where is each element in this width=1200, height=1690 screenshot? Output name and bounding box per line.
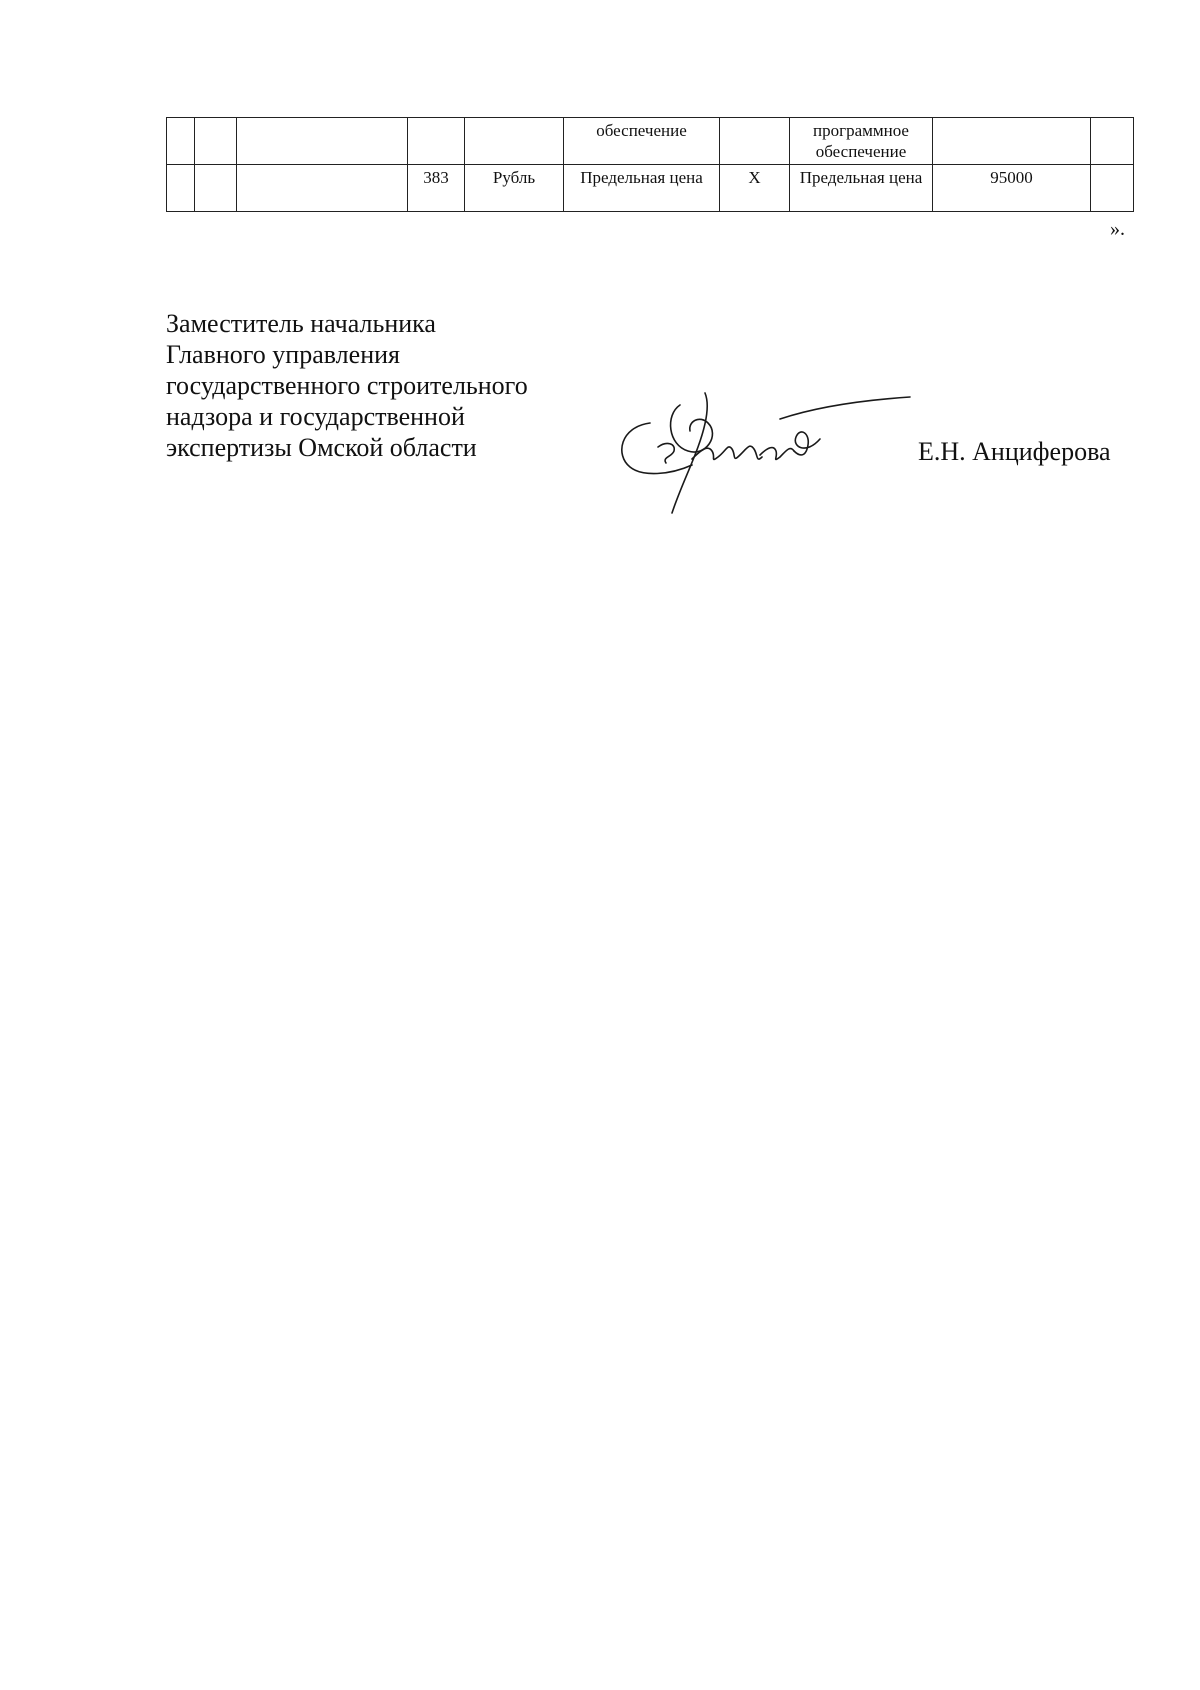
table-cell	[720, 118, 790, 165]
signatory-title-line: экспертизы Омской области	[166, 433, 477, 462]
closing-quote-mark: ».	[1110, 218, 1125, 240]
table-cell	[1091, 165, 1134, 212]
signatory-title-line: государственного строительного	[166, 371, 528, 400]
table-cell: обеспечение	[564, 118, 720, 165]
table-cell: 383	[408, 165, 465, 212]
table-cell: 95000	[933, 165, 1091, 212]
table-cell	[408, 118, 465, 165]
table-cell	[465, 118, 564, 165]
signatory-title-line: надзора и государственной	[166, 402, 465, 431]
data-table	[166, 117, 1134, 212]
table-cell	[237, 118, 408, 165]
table-cell	[237, 165, 408, 212]
table-cell: Предельная цена	[790, 165, 933, 212]
table-cell	[195, 165, 237, 212]
table-cell	[167, 118, 195, 165]
table-cell: Рубль	[465, 165, 564, 212]
handwritten-signature	[610, 385, 940, 520]
table-cell	[195, 118, 237, 165]
signatory-title-line: Главного управления	[166, 340, 400, 369]
table-cell	[167, 165, 195, 212]
table-cell: программное обеспечение	[790, 118, 933, 165]
table-cell: Предельная цена	[564, 165, 720, 212]
table-cell	[933, 118, 1091, 165]
table-row	[167, 165, 1134, 212]
signatory-block	[166, 308, 528, 463]
table-cell	[1091, 118, 1134, 165]
table-cell: Х	[720, 165, 790, 212]
signatory-title-line: Заместитель начальника	[166, 309, 436, 338]
signer-name: Е.Н. Анциферова	[918, 437, 1111, 466]
table-row	[167, 118, 1134, 165]
